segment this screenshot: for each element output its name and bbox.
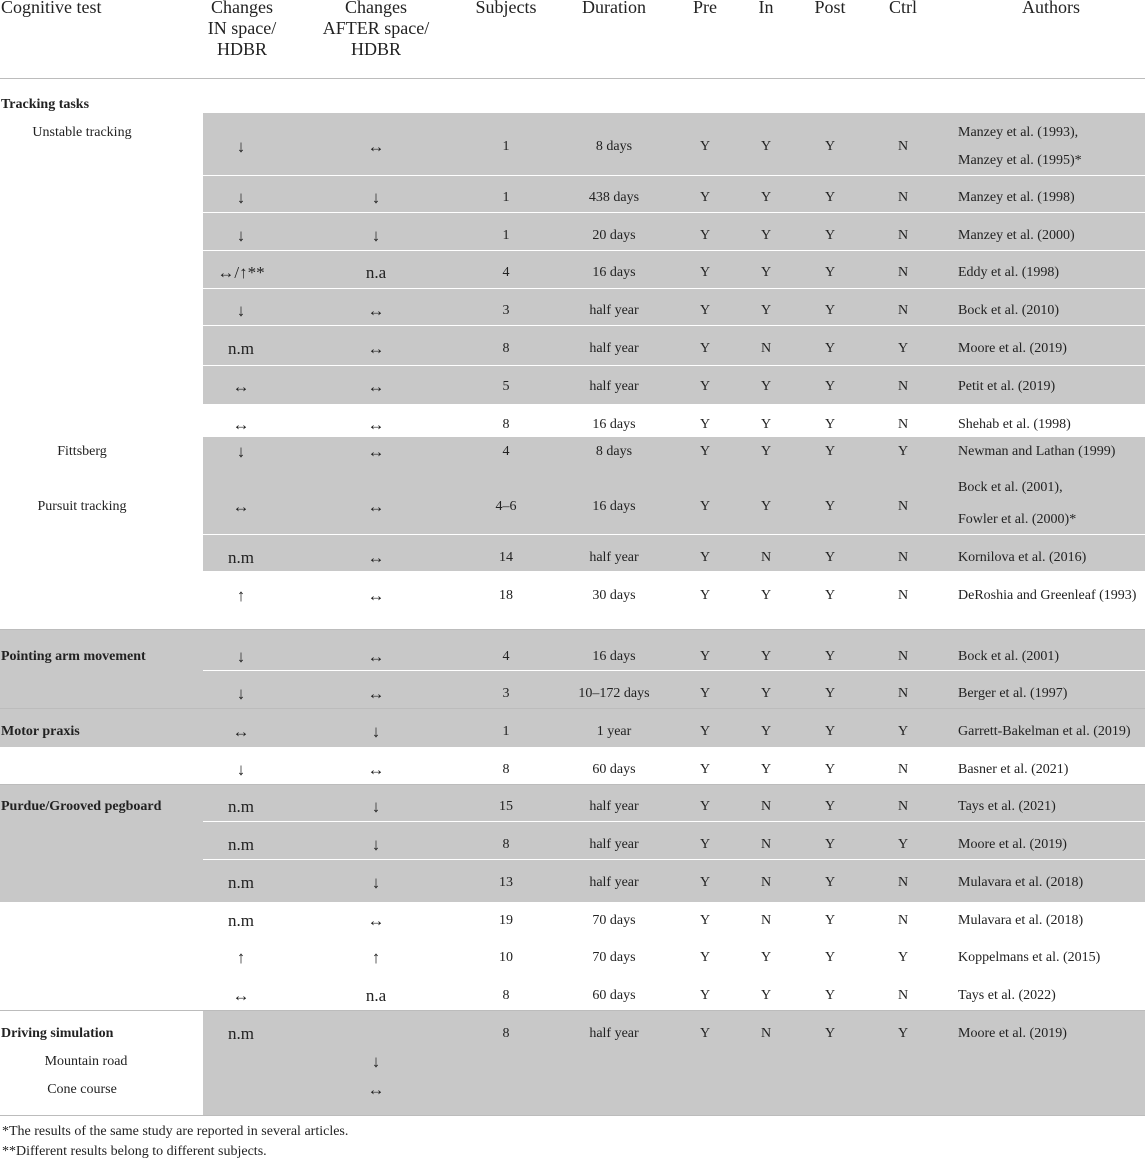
row-authors: Shehab et al. (1998): [958, 417, 1071, 432]
section-tracking-tasks: Tracking tasks: [1, 97, 90, 112]
row-in: Y: [760, 444, 772, 459]
row-pre: Y: [699, 265, 711, 280]
row-ctrl: N: [897, 139, 909, 154]
row-pre: Y: [699, 686, 711, 701]
row-separator: [203, 250, 1145, 251]
row-ctrl: N: [897, 762, 909, 777]
row-post: Y: [824, 762, 836, 777]
sub-pursuit-tracking: Pursuit tracking: [37, 499, 127, 514]
row-in-space: ↓: [236, 226, 246, 245]
row-post: Y: [824, 228, 836, 243]
row-subjects: 13: [499, 875, 513, 890]
row-in: Y: [760, 588, 772, 603]
row-post: Y: [824, 139, 836, 154]
row-authors: Bock et al. (2001): [958, 649, 1060, 664]
row-in-space: ↓: [236, 301, 246, 320]
row-after-space: ↔: [367, 911, 385, 930]
row-subjects: 3: [502, 686, 510, 701]
row-duration: 16 days: [592, 649, 636, 664]
row-ctrl: N: [897, 303, 909, 318]
row-ctrl: N: [897, 913, 909, 928]
row-duration: 8 days: [595, 444, 633, 459]
row-pre: Y: [699, 499, 711, 514]
row-ctrl: N: [897, 588, 909, 603]
row-in: Y: [760, 988, 772, 1003]
row-in: Y: [760, 499, 772, 514]
row-duration: half year: [589, 379, 639, 394]
row-authors: Moore et al. (2019): [958, 341, 1067, 356]
row-ctrl: N: [897, 190, 909, 205]
row-ctrl: Y: [897, 837, 909, 852]
row-post: Y: [824, 649, 836, 664]
row-post: Y: [824, 550, 836, 565]
sub-cone-course: Cone course: [47, 1082, 117, 1097]
row-separator: [203, 288, 1145, 289]
row-duration: half year: [589, 341, 639, 356]
row-authors: Kornilova et al. (2016): [958, 550, 1087, 565]
row-post: Y: [824, 499, 836, 514]
row-pre: Y: [699, 649, 711, 664]
row-in: Y: [760, 724, 772, 739]
row-authors: Tays et al. (2021): [958, 799, 1056, 814]
row-pre: Y: [699, 228, 711, 243]
row-subjects: 8: [502, 341, 510, 356]
row-authors: Bock et al. (2001),: [958, 480, 1063, 495]
row-duration: half year: [589, 1026, 639, 1041]
row-in: N: [760, 341, 772, 356]
row-subjects: 4: [502, 649, 510, 664]
section-driving-simulation: Driving simulation: [1, 1026, 114, 1041]
row-post: Y: [824, 379, 836, 394]
row-post: Y: [824, 950, 836, 965]
row-after-space: ↔: [367, 760, 385, 779]
header-subjects: Subjects: [475, 0, 537, 17]
row-in: N: [760, 799, 772, 814]
row-subjects: 1: [502, 139, 510, 154]
row-pre: Y: [699, 139, 711, 154]
row-subjects: 19: [499, 913, 513, 928]
row-after-space: ↔: [367, 684, 385, 703]
table-header: [0, 0, 1145, 78]
row-in-space: ↔: [232, 722, 250, 741]
row-after-space: ↔: [367, 647, 385, 666]
row-in-space: ↓: [236, 137, 246, 156]
row-post: Y: [824, 190, 836, 205]
sub-mountain-road: Mountain road: [44, 1054, 128, 1069]
row-subjects: 1: [502, 228, 510, 243]
row-subjects: 8: [502, 988, 510, 1003]
row-authors: Eddy et al. (1998): [958, 265, 1060, 280]
row-in: Y: [760, 686, 772, 701]
row-in: Y: [760, 379, 772, 394]
header-in: In: [758, 0, 774, 17]
header-after-space: Changes AFTER space/ HDBR: [322, 0, 430, 59]
row-after-space: n.a: [365, 986, 387, 1005]
row-post: Y: [824, 837, 836, 852]
row-after-space: ↔: [367, 586, 385, 605]
row-post: Y: [824, 686, 836, 701]
row-pre: Y: [699, 444, 711, 459]
row-separator: [203, 670, 1145, 671]
row-post: Y: [824, 303, 836, 318]
row-post: Y: [824, 1026, 836, 1041]
row-in: N: [760, 550, 772, 565]
row-after-space: ↔: [367, 377, 385, 396]
row-duration: 16 days: [592, 499, 636, 514]
row-after-space: n.a: [365, 263, 387, 282]
row-after-space: ↔: [367, 548, 385, 567]
row-in-space: ↓: [236, 760, 246, 779]
row-in-space: n.m: [228, 873, 254, 892]
row-authors: Manzey et al. (1995)*: [958, 153, 1082, 168]
row-separator: [203, 821, 1145, 822]
row-pre: Y: [699, 837, 711, 852]
row-duration: 70 days: [592, 913, 636, 928]
row-subjects: 1: [502, 190, 510, 205]
row-ctrl: Y: [897, 444, 909, 459]
footnote-1: *The results of the same study are reported in several articles.: [2, 1124, 349, 1139]
row-separator: [203, 365, 1145, 366]
row-in-space: ↑: [236, 948, 246, 967]
row-in-space: n.m: [228, 797, 254, 816]
row-ctrl: N: [897, 379, 909, 394]
row-ctrl: N: [897, 550, 909, 565]
row-authors: Manzey et al. (1998): [958, 190, 1075, 205]
row-pre: Y: [699, 799, 711, 814]
row-pre: Y: [699, 379, 711, 394]
row-subjects: 15: [499, 799, 513, 814]
row-post: Y: [824, 341, 836, 356]
row-separator: [203, 534, 1145, 535]
row-ctrl: N: [897, 228, 909, 243]
row-post: Y: [824, 588, 836, 603]
row-in-space: ↔: [232, 415, 250, 434]
row-after-space: ↑: [371, 948, 381, 967]
section-pointing-arm-movement: Pointing arm movement: [1, 649, 146, 664]
row-after-space: ↓: [371, 226, 381, 245]
row-in-space: ↑: [236, 586, 246, 605]
row-in-space: n.m: [228, 339, 254, 358]
row-after-space: ↔: [367, 339, 385, 358]
row-ctrl: N: [897, 875, 909, 890]
row-in-space: ↓: [236, 647, 246, 666]
row-duration: 20 days: [592, 228, 636, 243]
row-in-space: n.m: [228, 1024, 254, 1043]
row-after-space: ↓: [371, 722, 381, 741]
row-pre: Y: [699, 913, 711, 928]
row-ctrl: N: [897, 265, 909, 280]
row-in: N: [760, 837, 772, 852]
row-after-space: ↔: [367, 442, 385, 461]
row-after-space: ↓: [371, 188, 381, 207]
row-authors: DeRoshia and Greenleaf (1993): [958, 588, 1137, 603]
row-separator: [203, 175, 1145, 176]
row-ctrl: Y: [897, 950, 909, 965]
row-in-space: ↔: [232, 497, 250, 516]
row-authors: Basner et al. (2021): [958, 762, 1069, 777]
row-pre: Y: [699, 303, 711, 318]
row-duration: half year: [589, 875, 639, 890]
row-after-space: ↔: [367, 415, 385, 434]
row-in: N: [760, 1026, 772, 1041]
row-authors: Moore et al. (2019): [958, 837, 1067, 852]
row-separator: [203, 325, 1145, 326]
row-duration: 30 days: [592, 588, 636, 603]
row-post: Y: [824, 875, 836, 890]
row-subjects: 14: [499, 550, 513, 565]
row-subjects: 8: [502, 837, 510, 852]
row-after-space: ↔: [367, 497, 385, 516]
row-in-space: ↓: [236, 188, 246, 207]
row-in: Y: [760, 265, 772, 280]
footnote-2: **Different results belong to different subjects.: [2, 1144, 267, 1159]
row-authors: Newman and Lathan (1999): [958, 444, 1116, 459]
row-ctrl: N: [897, 686, 909, 701]
row-pre: Y: [699, 417, 711, 432]
row-in-space: n.m: [228, 911, 254, 930]
row-in: Y: [760, 303, 772, 318]
row-post: Y: [824, 799, 836, 814]
row-ctrl: N: [897, 417, 909, 432]
section-pegboard: Purdue/Grooved pegboard: [1, 799, 162, 814]
row-pre: Y: [699, 762, 711, 777]
row-duration: 60 days: [592, 988, 636, 1003]
row-pre: Y: [699, 724, 711, 739]
row-duration: half year: [589, 837, 639, 852]
row-in-space: ↔: [232, 377, 250, 396]
row-ctrl: N: [897, 499, 909, 514]
row-ctrl: Y: [897, 1026, 909, 1041]
header-post: Post: [814, 0, 846, 17]
header-test: Cognitive test: [1, 0, 102, 17]
header-ctrl: Ctrl: [888, 0, 917, 17]
row-pre: Y: [699, 875, 711, 890]
row-post: Y: [824, 265, 836, 280]
row-authors: Manzey et al. (1993),: [958, 125, 1079, 140]
row-pre: Y: [699, 988, 711, 1003]
row-pre: Y: [699, 950, 711, 965]
row-subjects: 1: [502, 724, 510, 739]
header-pre: Pre: [693, 0, 717, 17]
driving-mountain-after: ↓: [371, 1052, 381, 1071]
header-in-space: Changes IN space/ HDBR: [207, 0, 277, 59]
row-in-space: ↔/↑**: [217, 263, 265, 282]
row-in-space: n.m: [228, 548, 254, 567]
row-authors: Garrett-Bakelman et al. (2019): [958, 724, 1131, 739]
row-subjects: 4–6: [495, 499, 517, 514]
row-duration: 70 days: [592, 950, 636, 965]
row-post: Y: [824, 988, 836, 1003]
row-after-space: ↔: [367, 137, 385, 156]
row-after-space: ↓: [371, 797, 381, 816]
sub-fittsberg: Fittsberg: [57, 444, 107, 459]
row-subjects: 8: [502, 417, 510, 432]
row-in-space: n.m: [228, 835, 254, 854]
row-in: Y: [760, 950, 772, 965]
row-in-space: ↓: [236, 684, 246, 703]
row-pre: Y: [699, 588, 711, 603]
row-subjects: 4: [502, 265, 510, 280]
row-ctrl: Y: [897, 724, 909, 739]
row-authors: Manzey et al. (2000): [958, 228, 1075, 243]
driving-cone-after: ↔: [367, 1080, 385, 1099]
row-authors: Moore et al. (2019): [958, 1026, 1067, 1041]
row-authors: Petit et al. (2019): [958, 379, 1056, 394]
row-authors: Bock et al. (2010): [958, 303, 1060, 318]
row-post: Y: [824, 444, 836, 459]
row-separator: [203, 212, 1145, 213]
row-duration: 16 days: [592, 417, 636, 432]
header-duration: Duration: [582, 0, 646, 17]
row-duration: 10–172 days: [578, 686, 650, 701]
row-duration: 438 days: [588, 190, 640, 205]
row-subjects: 10: [499, 950, 513, 965]
row-authors: Fowler et al. (2000)*: [958, 512, 1077, 527]
row-authors: Berger et al. (1997): [958, 686, 1068, 701]
row-in: Y: [760, 649, 772, 664]
row-in-space: ↓: [236, 442, 246, 461]
row-authors: Mulavara et al. (2018): [958, 875, 1084, 890]
row-subjects: 5: [502, 379, 510, 394]
row-ctrl: N: [897, 988, 909, 1003]
section-motor-praxis: Motor praxis: [1, 724, 80, 739]
row-duration: 1 year: [596, 724, 632, 739]
row-after-space: ↔: [367, 301, 385, 320]
table-bottom-rule: [0, 1115, 1145, 1116]
row-ctrl: N: [897, 799, 909, 814]
row-post: Y: [824, 724, 836, 739]
header-authors: Authors: [1022, 0, 1080, 17]
row-subjects: 8: [502, 1026, 510, 1041]
row-subjects: 3: [502, 303, 510, 318]
row-in: Y: [760, 762, 772, 777]
row-subjects: 18: [499, 588, 513, 603]
row-authors: Koppelmans et al. (2015): [958, 950, 1101, 965]
sub-unstable-tracking: Unstable tracking: [32, 125, 132, 140]
row-ctrl: Y: [897, 341, 909, 356]
row-duration: half year: [589, 550, 639, 565]
row-subjects: 8: [502, 762, 510, 777]
header-rule: [0, 78, 1145, 79]
row-pre: Y: [699, 341, 711, 356]
row-in: Y: [760, 139, 772, 154]
row-in: Y: [760, 228, 772, 243]
row-duration: half year: [589, 303, 639, 318]
row-in: N: [760, 875, 772, 890]
row-separator: [203, 859, 1145, 860]
row-in-space: ↔: [232, 986, 250, 1005]
row-pre: Y: [699, 550, 711, 565]
row-ctrl: N: [897, 649, 909, 664]
row-after-space: ↓: [371, 835, 381, 854]
row-after-space: ↓: [371, 873, 381, 892]
row-in: Y: [760, 417, 772, 432]
row-in: N: [760, 913, 772, 928]
row-authors: Tays et al. (2022): [958, 988, 1056, 1003]
row-pre: Y: [699, 1026, 711, 1041]
row-pre: Y: [699, 190, 711, 205]
row-duration: 60 days: [592, 762, 636, 777]
row-post: Y: [824, 913, 836, 928]
row-duration: 8 days: [595, 139, 633, 154]
row-duration: half year: [589, 799, 639, 814]
row-authors: Mulavara et al. (2018): [958, 913, 1084, 928]
row-duration: 16 days: [592, 265, 636, 280]
row-in: Y: [760, 190, 772, 205]
row-subjects: 4: [502, 444, 510, 459]
row-post: Y: [824, 417, 836, 432]
